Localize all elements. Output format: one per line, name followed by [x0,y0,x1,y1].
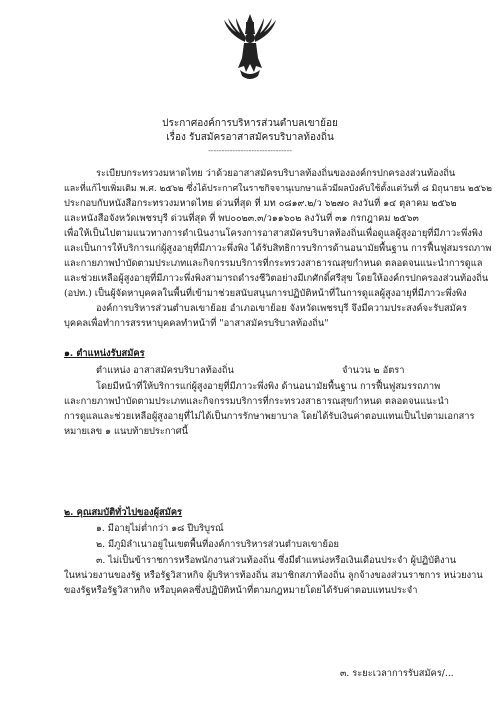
section-1-line: หมายเลข ๑ แนบท้ายประกาศนี้ [64,426,189,437]
preamble-line: ระเบียบกระทรวงมหาดไทย ว่าด้วยอาสาสมัครบริบาลท้องถิ่นขององค์กรปกครองส่วนท้องถิ่น [96,168,456,179]
continued-marker: ๓. ระยะเวลาการรับสมัคร/... [340,668,454,679]
garuda-emblem [222,12,278,84]
title-divider: ------------------------------- [208,146,292,155]
section-1-line: และกายภาพบำบัดตามประเภทและกิจกรรมบริการที่กระทรวงสาธารณสุขกำหนด ตลอดจนแนะนำ [64,396,449,407]
position-count: จำนวน ๒ อัตรา [342,365,405,376]
preamble-line: บุคคลเพื่อทำการสรรหาบุคคลทำหน้าที่ "อาสาสมัครบริบาลท้องถิ่น" [64,318,329,329]
position-title: ตำแหน่ง อาสาสมัครบริบาลท้องถิ่น [96,365,234,376]
section-1-line: การดูแลและช่วยเหลือผู้สูงอายุที่ไม่ได้เป็นการรักษาพยาบาล โดยได้รับเงินค่าตอบแทนเป็นไปตามเอกสาร [64,411,475,422]
qualification-item-continued: ของรัฐหรือรัฐวิสาหกิจ หรือบุคคลซึ่งปฏิบัติหน้าที่ตามกฎหมายโดยได้รับค่าตอบแทนประจำ [64,585,418,596]
qualification-item: ๑. มีอายุไม่ต่ำกว่า ๑๘ ปีบริบูรณ์ [96,523,224,534]
preamble-line: และกายภาพบำบัดตามประเภทและกิจกรรมบริการที่กระทรวงสาธารณสุขกำหนด ตลอดจนแนะนำการดูแล [64,258,483,269]
preamble-line: ประกอบกับหนังสือกระทรวงมหาดไทย ด่วนที่สุด ที่ มท ๐๘๑๙.๒/ว ๖๒๗๐ ลงวันที่ ๑๔ ตุลาคม ๒๕๖๒ [64,198,457,209]
preamble-line: และที่แก้ไขเพิ่มเติม พ.ศ. ๒๕๖๒ ซึ่งได้ประกาศในราชกิจจานุเบกษาแล้วมีผลบังคับใช้ตั้งแต่วันที่ ๘ มิถุนายน ๒๕๖๒ [64,184,492,194]
preamble-line: (อปท.) เป็นผู้จัดหาบุคคลในพื้นที่เข้ามาช่วยสนับสนุนการปฏิบัติหน้าที่ในการดูแลผู้สูงอายุที่มีภาวะพึ่งพิง [64,288,467,299]
announcement-subject: เรื่อง รับสมัครอาสาสมัครบริบาลท้องถิ่น [166,132,334,143]
qualification-item: ๓. ไม่เป็นข้าราชการหรือพนักงานส่วนท้องถิ่น ซึ่งมีตำแหน่งหรือเงินเดือนประจำ ผู้ปฏิบัติงาน [96,555,457,566]
preamble-line: และเป็นการให้บริการแก่ผู้สูงอายุที่มีภาวะพึ่งพิง ได้รับสิทธิการบริการด้านอนามัยพื้นฐาน การฟื้นฟูสมรรถภาพ [64,243,492,254]
announcement-title: ประกาศองค์การบริหารส่วนตำบลเขาย้อย [162,118,338,129]
qualification-item-continued: ในหน่วยงานของรัฐ หรือรัฐวิสาหกิจ ผู้บริหารท้องถิ่น สมาชิกสภาท้องถิ่น ลูกจ้างของส่วนราชการ หน่วยงาน [64,570,483,581]
section-1-line: โดยมีหน้าที่ให้บริการแก่ผู้สูงอายุที่มีภาวะพึ่งพิง ด้านอนามัยพื้นฐาน การฟื้นฟูสมรรถภาพ [96,381,441,392]
preamble-line: และหนังสือจังหวัดเพชรบุรี ด่วนที่สุด ที่ พบ๐๐๒๓.๓/ว๑๑๖๐๒ ลงวันที่ ๓๑ กรกฎาคม ๒๕๖๓ [64,213,419,224]
preamble-line: องค์การบริหารส่วนตำบลเขาย้อย อำเภอเขาย้อย จังหวัดเพชรบุรี จึงมีความประสงค์จะรับสมัคร [96,303,468,314]
qualification-item: ๒. มีภูมิลำเนาอยู่ในเขตพื้นที่องค์การบริหารส่วนตำบลเขาย้อย [96,539,339,550]
section-1-heading: ๑. ตำแหน่งรับสมัคร [64,348,145,359]
section-2-heading: ๒. คุณสมบัติทั่วไปของผู้สมัคร [64,507,183,518]
preamble-line: และช่วยเหลือผู้สูงอายุที่มีภาวะพึ่งพิงสามารถดำรงชีวิตอย่างมีเกศักดิ์ศรีสุข โดยให้องค์กรปกครองส่วนท้องถิ่น [64,273,489,284]
preamble-line: เพื่อให้เป็นไปตามแนวทางการดำเนินงานโครงการอาสาสมัครบริบาลท้องถิ่นเพื่อดูแลผู้สูงอายุที่มีภาวะพึ่งพิง [64,228,483,239]
